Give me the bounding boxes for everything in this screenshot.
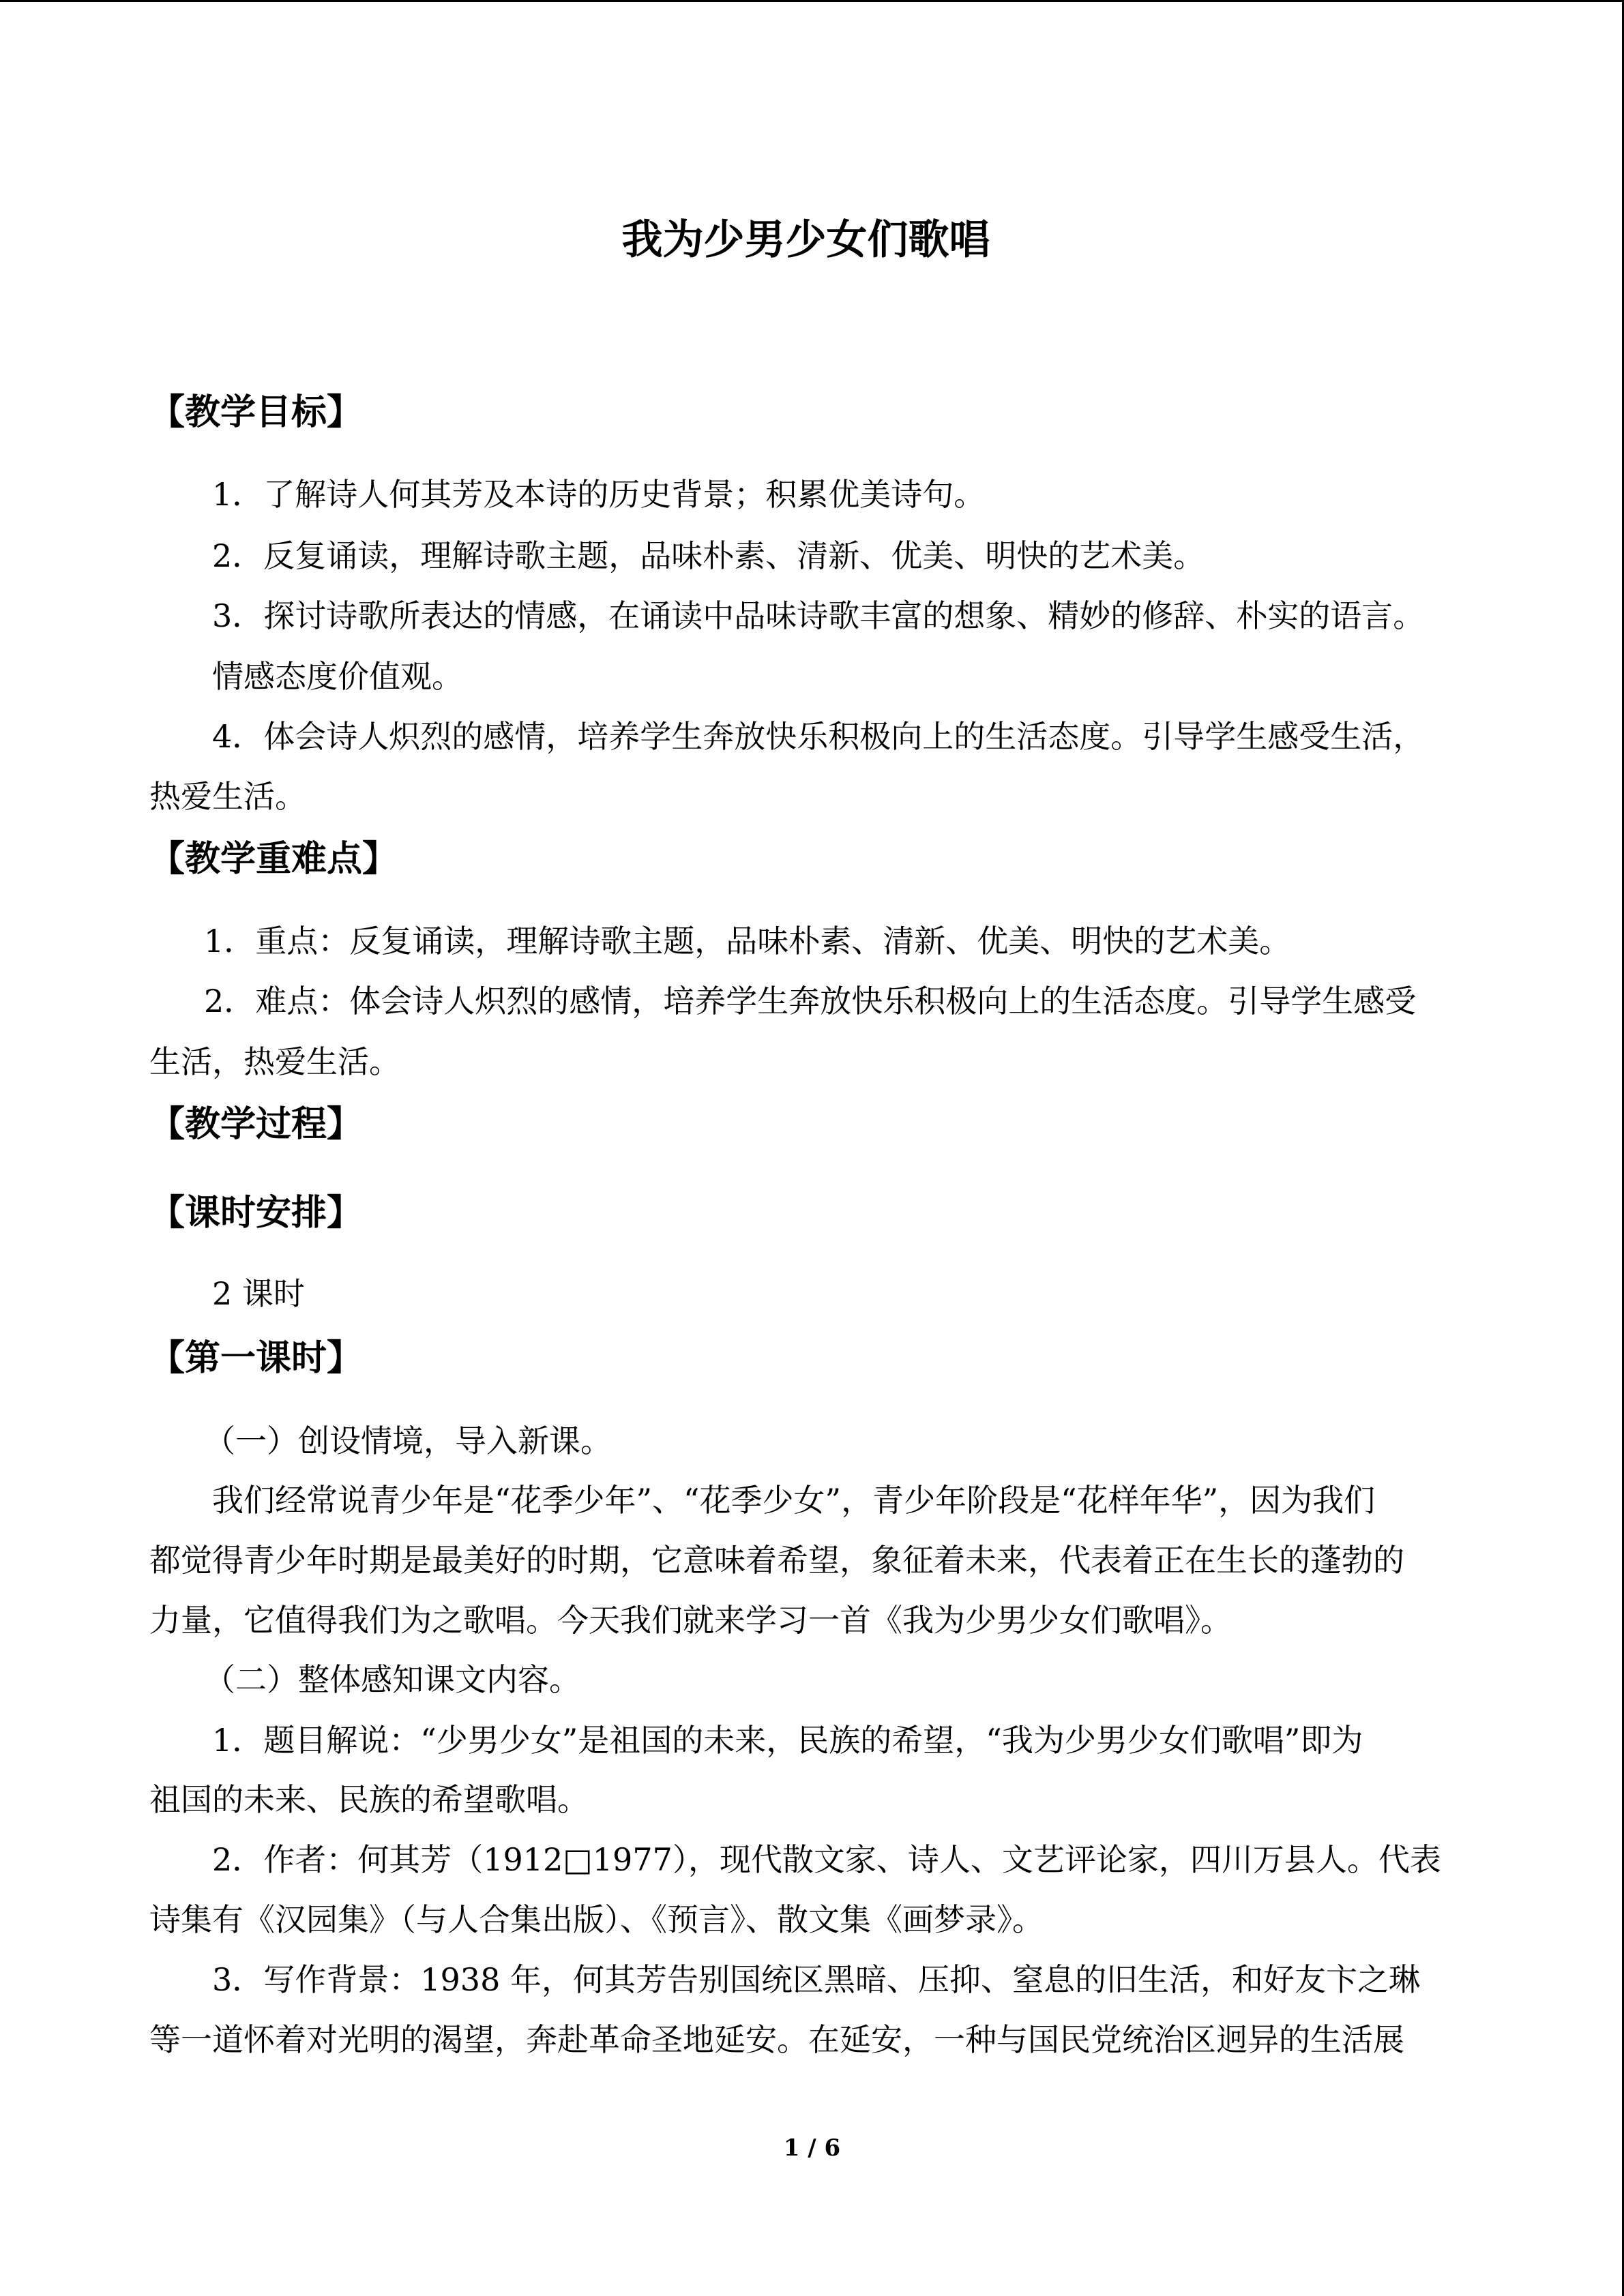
objective-item: 情感态度价值观。 (212, 658, 463, 695)
heading-process: 【教学过程】 (149, 1104, 363, 1145)
heading-objectives: 【教学目标】 (149, 392, 363, 433)
page-top-border (0, 0, 1624, 2)
page-number: 1 / 6 (783, 2134, 841, 2162)
objective-item: 4．体会诗人炽烈的感情，培养学生奔放快乐积极向上的生活态度。引导学生感受生活， (212, 718, 1425, 755)
lesson-line: 诗集有《汉园集》（与人合集出版）、《预言》、散文集《画梦录》。 (149, 1901, 1044, 1938)
lesson-line: 等一道怀着对光明的渴望，奔赴革命圣地延安。在延安，一种与国民党统治区迥异的生活展 (149, 2021, 1404, 2058)
lesson-line: 都觉得青少年时期是最美好的时期，它意味着希望，象征着未来，代表着正在生长的蓬勃的 (149, 1542, 1404, 1579)
objective-item-continuation: 热爱生活。 (149, 778, 306, 815)
key-point-item: 2．难点：体会诗人炽烈的感情，培养学生奔放快乐积极向上的生活态度。引导学生感受 (204, 983, 1417, 1019)
lesson-line: 力量，它值得我们为之歌唱。今天我们就来学习一首《我为少男少女们歌唱》。 (149, 1602, 1232, 1639)
lesson-line: （二）整体感知课文内容。 (204, 1661, 580, 1698)
heading-key-points: 【教学重难点】 (149, 839, 398, 880)
document-title: 我为少男少女们歌唱 (621, 216, 990, 264)
objective-item: 2．反复诵读，理解诗歌主题，品味朴素、清新、优美、明快的艺术美。 (212, 537, 1205, 574)
lesson-line: 祖国的未来、民族的希望歌唱。 (149, 1781, 589, 1818)
lesson-line: （一）创设情境，导入新课。 (204, 1422, 612, 1459)
lesson-line: 1．题目解说：“少男少女”是祖国的未来，民族的希望，“我为少男少女们歌唱”即为 (212, 1722, 1363, 1759)
lesson-line: 我们经常说青少年是“花季少年”、“花季少女”，青少年阶段是“花样年华”，因为我们 (212, 1482, 1376, 1519)
lesson-line: 2．作者：何其芳（1912□1977），现代散文家、诗人、文艺评论家，四川万县人。代表 (212, 1841, 1441, 1878)
lesson-line: 3．写作背景：1938 年，何其芳告别国统区黑暗、压抑、窒息的旧生活，和好友卞之琳 (212, 1961, 1420, 1998)
objective-item: 3．探讨诗歌所表达的情感，在诵读中品味诗歌丰富的想象、精妙的修辞、朴实的语言。 (212, 597, 1425, 634)
key-point-item-continuation: 生活，热爱生活。 (149, 1043, 400, 1080)
heading-schedule: 【课时安排】 (149, 1193, 363, 1234)
objective-item: 1．了解诗人何其芳及本诗的历史背景；积累优美诗句。 (212, 476, 986, 513)
key-point-item: 1．重点：反复诵读，理解诗歌主题，品味朴素、清新、优美、明快的艺术美。 (204, 923, 1291, 959)
schedule-text: 2 课时 (212, 1275, 305, 1312)
heading-first-lesson: 【第一课时】 (149, 1338, 363, 1379)
